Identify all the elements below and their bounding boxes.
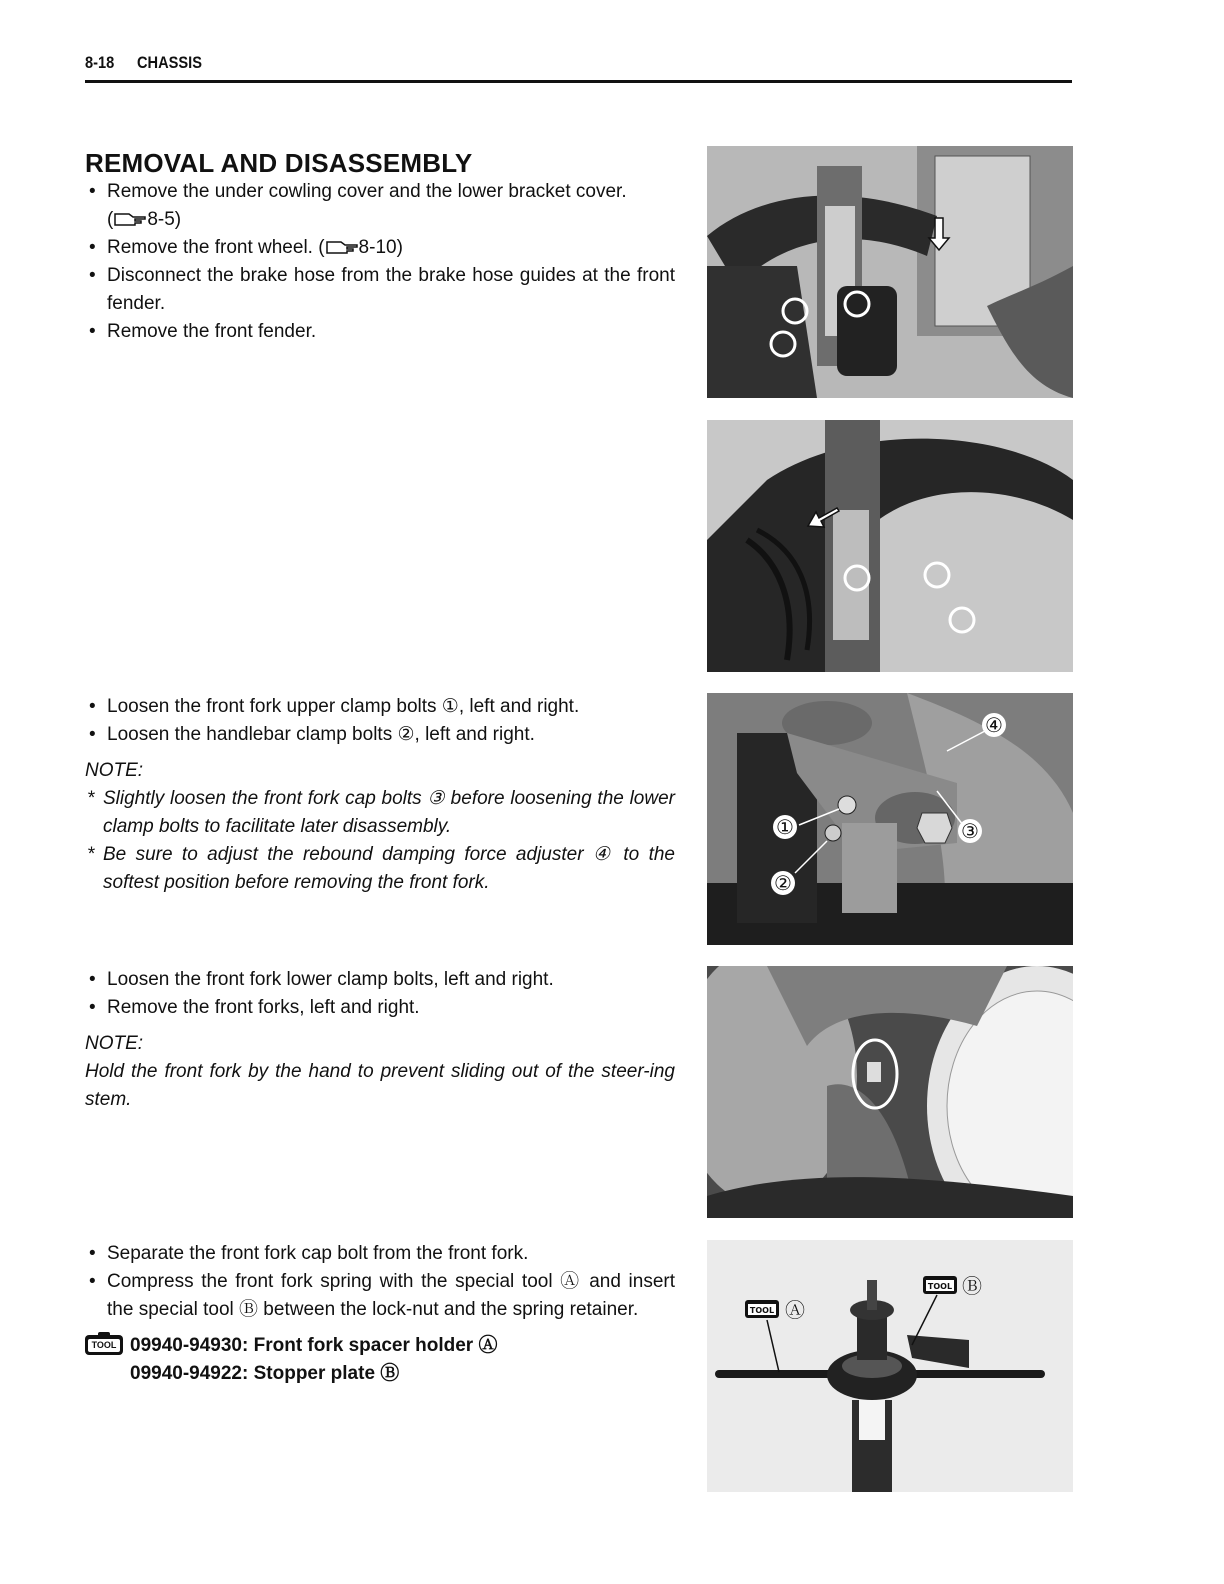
note-item-1 bbox=[85, 785, 675, 841]
tool-icon bbox=[85, 1335, 123, 1355]
note-label: NOTE: bbox=[85, 1033, 144, 1054]
step3-bullet-2: • Remove the front forks, left and right. bbox=[85, 994, 675, 1022]
step2-text bbox=[85, 693, 675, 897]
reference-hand-icon bbox=[325, 238, 359, 256]
photo-fender-bolts bbox=[707, 146, 1073, 398]
fender-photo-illustration bbox=[707, 146, 1073, 398]
step1-bullet-1 bbox=[85, 178, 675, 234]
callout-b: Ⓑ bbox=[962, 1274, 982, 1298]
lower-clamp-illustration bbox=[707, 966, 1073, 1218]
callout-4: ④ bbox=[985, 713, 1003, 737]
photo-fender-removal bbox=[707, 420, 1073, 672]
special-tools-list bbox=[85, 1332, 675, 1388]
section-title: CHASSIS bbox=[137, 53, 202, 72]
photo-special-tools bbox=[707, 1240, 1073, 1492]
note-marker: * bbox=[87, 788, 95, 809]
photo-clamp-bolts bbox=[707, 693, 1073, 945]
fender-removal-illustration bbox=[707, 420, 1073, 672]
reference-hand-icon bbox=[113, 210, 147, 228]
tool-badge-b: TOOL bbox=[927, 1282, 953, 1291]
step3-text bbox=[85, 966, 675, 1114]
note-1-text: Slightly loosen the front fork cap bolts ③ before loosening the lower clamp bolts to facilitate later disassembly. bbox=[103, 788, 675, 837]
note-item-2 bbox=[85, 841, 675, 897]
ref-close: ) bbox=[396, 237, 403, 258]
ref-page-8-5: 8-5 bbox=[147, 209, 175, 230]
callout-3: ③ bbox=[961, 819, 979, 843]
page-title: REMOVAL AND DISASSEMBLY bbox=[85, 148, 473, 178]
step2-bullet-2: • Loosen the handlebar clamp bolts ②, left and right. bbox=[85, 721, 675, 749]
step3-bullet-1: • Loosen the front fork lower clamp bolts, left and right. bbox=[85, 966, 675, 994]
step1-b1-text: Remove the under cowling cover and the lower bracket cover. bbox=[107, 181, 627, 202]
page-number: 8-18 bbox=[85, 53, 115, 72]
tool-badge-a: TOOL bbox=[749, 1306, 775, 1315]
ref-close: ) bbox=[174, 209, 182, 230]
tool-1: 09940-94930: Front fork spacer holder Ⓐ bbox=[130, 1335, 498, 1356]
step4-text bbox=[85, 1240, 675, 1388]
step1-bullet-2 bbox=[85, 234, 675, 262]
note-marker: * bbox=[87, 844, 95, 865]
ref-open: ( bbox=[107, 209, 114, 230]
step4-bullet-2: • Compress the front fork spring with the special tool Ⓐ and insert the special tool Ⓑ between the lock-nut and the spring retainer. bbox=[85, 1268, 675, 1324]
note-text: Hold the front fork by the hand to prevent sliding out of the steer-ing stem. bbox=[85, 1061, 675, 1110]
callout-2: ② bbox=[774, 871, 792, 895]
step2-bullet-1: • Loosen the front fork upper clamp bolts ①, left and right. bbox=[85, 693, 675, 721]
callout-a: Ⓐ bbox=[785, 1298, 805, 1322]
step4-bullet-1: • Separate the front fork cap bolt from the front fork. bbox=[85, 1240, 675, 1268]
photo-lower-clamp bbox=[707, 966, 1073, 1218]
step1-bullet-4: • Remove the front fender. bbox=[85, 318, 675, 346]
note-label: NOTE: bbox=[85, 760, 144, 781]
page-header bbox=[85, 52, 1072, 83]
callout-1: ① bbox=[776, 815, 794, 839]
tool-2: 09940-94922: Stopper plate Ⓑ bbox=[130, 1363, 400, 1384]
clamp-bolts-illustration bbox=[707, 693, 1073, 945]
special-tools-illustration bbox=[707, 1240, 1073, 1492]
step1-text bbox=[85, 178, 675, 346]
step1-b2-text: Remove the front wheel. ( bbox=[107, 237, 325, 258]
note-2-text: Be sure to adjust the rebound damping force adjuster ④ to the softest position before removing the front fork. bbox=[103, 844, 675, 893]
step1-bullet-3: • Disconnect the brake hose from the brake hose guides at the front fender. bbox=[85, 262, 675, 318]
ref-page-8-10: 8-10 bbox=[358, 237, 397, 258]
tool-badge-text: TOOL bbox=[88, 1339, 120, 1352]
